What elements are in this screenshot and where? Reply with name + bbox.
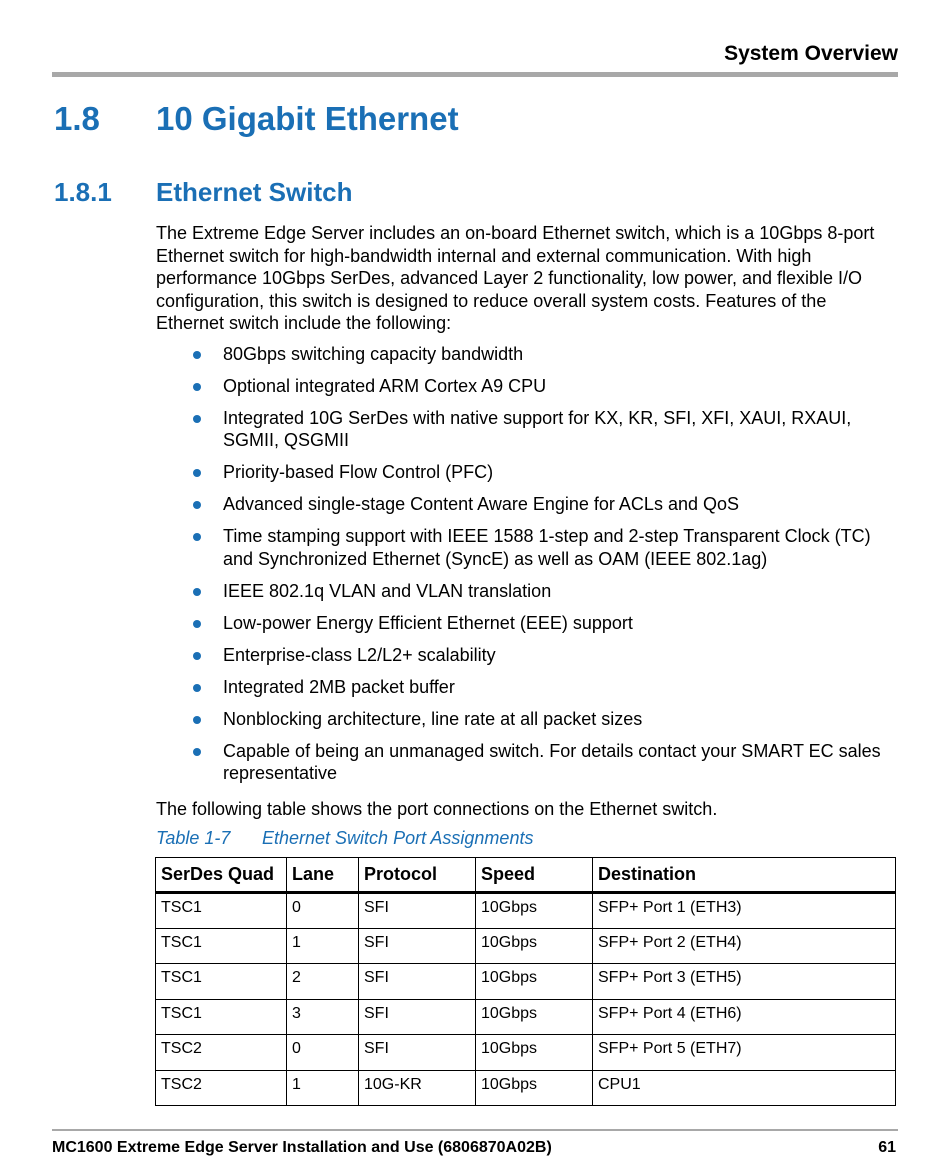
feature-text: Nonblocking architecture, line rate at all packet sizes xyxy=(223,708,643,729)
feature-text: Enterprise-class L2/L2+ scalability xyxy=(223,644,496,665)
footer-page-number: 61 xyxy=(878,1139,896,1156)
cell-serdes-quad: TSC1 xyxy=(156,893,287,929)
cell-destination: SFP+ Port 3 (ETH5) xyxy=(593,964,896,1000)
cell-speed: 10Gbps xyxy=(476,1035,593,1071)
cell-serdes-quad: TSC1 xyxy=(156,964,287,1000)
column-header-speed: Speed xyxy=(476,858,593,893)
feature-text: Time stamping support with IEEE 1588 1-step and 2-step Transparent Clock (TC) and Synchronized Ethernet (SyncE) as well as OAM (IEEE 802.1ag) xyxy=(223,526,871,569)
list-item xyxy=(156,407,898,452)
list-item xyxy=(156,375,898,398)
column-header-serdes-quad: SerDes Quad xyxy=(156,858,287,893)
column-header-destination: Destination xyxy=(593,858,896,893)
table-caption-title: Ethernet Switch Port Assignments xyxy=(262,828,534,848)
bullet-icon xyxy=(193,716,201,724)
cell-lane: 0 xyxy=(287,893,359,929)
cell-lane: 1 xyxy=(287,1070,359,1106)
cell-protocol: SFI xyxy=(359,893,476,929)
cell-speed: 10Gbps xyxy=(476,928,593,964)
running-header: System Overview xyxy=(724,42,898,65)
list-item xyxy=(156,343,898,366)
cell-serdes-quad: TSC1 xyxy=(156,999,287,1035)
feature-text: Priority-based Flow Control (PFC) xyxy=(223,462,494,482)
feature-text: Integrated 10G SerDes with native support for KX, KR, SFI, XFI, XAUI, RXAUI, SGMII, QSGMII xyxy=(223,407,852,450)
bullet-icon xyxy=(193,469,201,477)
cell-lane: 1 xyxy=(287,928,359,964)
list-item xyxy=(156,493,898,516)
cell-protocol: SFI xyxy=(359,999,476,1035)
table-caption-number: Table 1-7 xyxy=(156,828,231,848)
cell-protocol: 10G-KR xyxy=(359,1070,476,1106)
footer-document-title: MC1600 Extreme Edge Server Installation and Use (6806870A02B) xyxy=(52,1139,552,1156)
intro-paragraph: The Extreme Edge Server includes an on-board Ethernet switch, which is a 10Gbps 8-port Ethernet switch for high-bandwidth internal and external communication. With high performance 10Gbps SerDes, advanced Layer 2 functionality, low power, and flexible I/O configuration, this switch is designed to reduce overall system costs. Features of the Ethernet switch include the following: xyxy=(156,223,875,333)
table-row xyxy=(156,893,896,929)
bullet-icon xyxy=(193,383,201,391)
list-item xyxy=(156,461,898,484)
bullet-icon xyxy=(193,501,201,509)
table-intro-paragraph: The following table shows the port connections on the Ethernet switch. xyxy=(156,798,718,819)
column-header-lane: Lane xyxy=(287,858,359,893)
table-row xyxy=(156,1070,896,1106)
feature-text: Advanced single-stage Content Aware Engine for ACLs and QoS xyxy=(223,494,739,514)
cell-protocol: SFI xyxy=(359,1035,476,1071)
cell-destination: SFP+ Port 2 (ETH4) xyxy=(593,928,896,964)
cell-speed: 10Gbps xyxy=(476,893,593,929)
list-item xyxy=(156,525,898,570)
cell-lane: 0 xyxy=(287,1035,359,1071)
cell-destination: SFP+ Port 1 (ETH3) xyxy=(593,893,896,929)
list-item xyxy=(156,676,898,699)
footer-rule xyxy=(52,1129,898,1131)
bullet-icon xyxy=(193,620,201,628)
cell-lane: 3 xyxy=(287,999,359,1035)
bullet-icon xyxy=(193,533,201,541)
port-assignments-table xyxy=(155,857,896,1106)
cell-speed: 10Gbps xyxy=(476,999,593,1035)
table-row xyxy=(156,999,896,1035)
feature-text: IEEE 802.1q VLAN and VLAN translation xyxy=(223,580,552,601)
cell-serdes-quad: TSC2 xyxy=(156,1035,287,1071)
cell-speed: 10Gbps xyxy=(476,964,593,1000)
cell-destination: CPU1 xyxy=(593,1070,896,1106)
cell-destination: SFP+ Port 4 (ETH6) xyxy=(593,999,896,1035)
cell-speed: 10Gbps xyxy=(476,1070,593,1106)
bullet-icon xyxy=(193,684,201,692)
bullet-icon xyxy=(193,415,201,423)
table-row xyxy=(156,928,896,964)
section-body xyxy=(156,222,898,849)
table-row xyxy=(156,964,896,1000)
column-header-protocol: Protocol xyxy=(359,858,476,893)
bullet-icon xyxy=(193,351,201,359)
cell-protocol: SFI xyxy=(359,964,476,1000)
list-item xyxy=(156,612,898,635)
bullet-icon xyxy=(193,588,201,596)
feature-text: Integrated 2MB packet buffer xyxy=(223,676,455,697)
list-item xyxy=(156,580,898,603)
feature-text: 80Gbps switching capacity bandwidth xyxy=(223,343,524,364)
list-item xyxy=(156,644,898,667)
section-number: 1.8 xyxy=(54,100,100,137)
feature-text: Capable of being an unmanaged switch. For details contact your SMART EC sales representative xyxy=(223,740,881,783)
bullet-icon xyxy=(193,652,201,660)
bullet-icon xyxy=(193,748,201,756)
list-item xyxy=(156,708,898,731)
table-row xyxy=(156,1035,896,1071)
header-rule xyxy=(52,72,898,77)
table-header-row xyxy=(156,858,896,893)
feature-text: Optional integrated ARM Cortex A9 CPU xyxy=(223,375,547,396)
table-caption xyxy=(156,827,898,849)
subsection-number: 1.8.1 xyxy=(54,177,112,207)
cell-serdes-quad: TSC2 xyxy=(156,1070,287,1106)
section-title: 10 Gigabit Ethernet xyxy=(156,100,459,137)
cell-lane: 2 xyxy=(287,964,359,1000)
feature-list xyxy=(156,343,898,785)
cell-destination: SFP+ Port 5 (ETH7) xyxy=(593,1035,896,1071)
subsection-title: Ethernet Switch xyxy=(156,177,353,207)
cell-serdes-quad: TSC1 xyxy=(156,928,287,964)
cell-protocol: SFI xyxy=(359,928,476,964)
list-item xyxy=(156,740,898,785)
feature-text: Low-power Energy Efficient Ethernet (EEE) support xyxy=(223,612,633,633)
